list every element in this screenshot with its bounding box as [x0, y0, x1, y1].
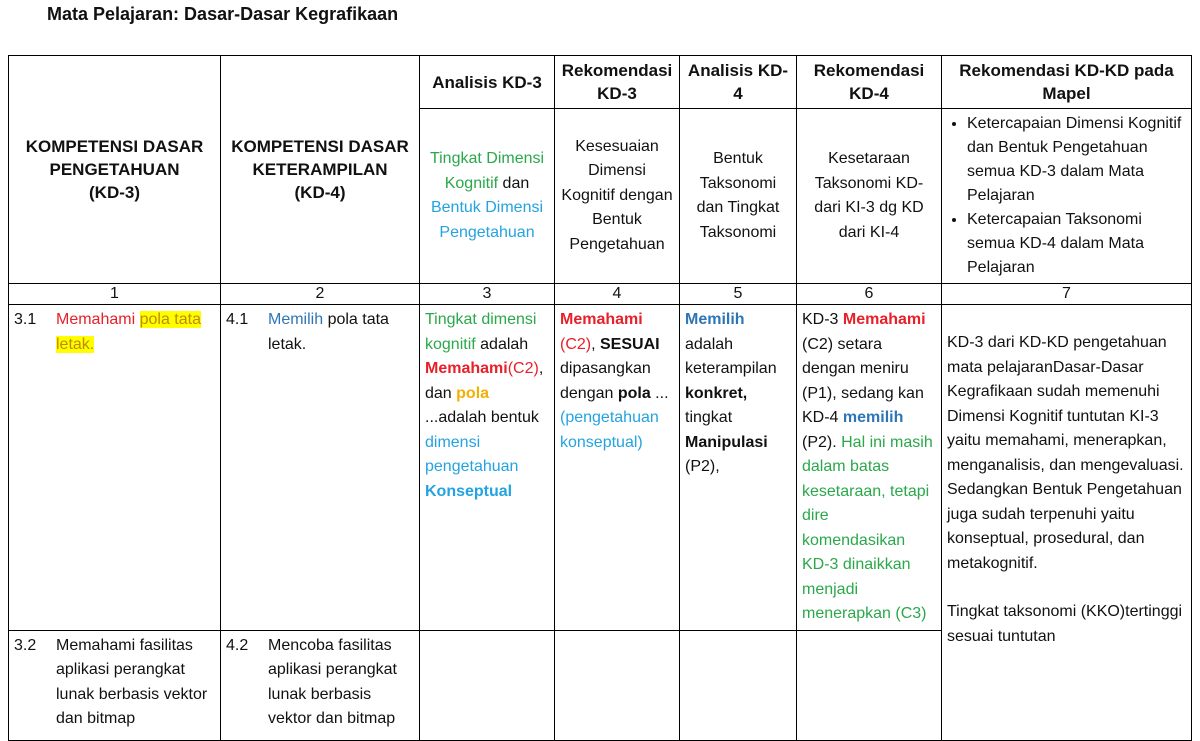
column-number: 1 — [9, 284, 221, 305]
header-kd4: KOMPETENSI DASAR KETERAMPILAN (KD-4) — [221, 56, 420, 284]
header-analisis-kd4: Analisis KD-4 — [680, 56, 797, 109]
bullet-item: • Ketercapaian Dimensi Kognitif dan Bentuk Pengetahuan semua KD-3 dalam Mata Pelajaran — [967, 112, 1186, 208]
summary-paragraph: Tingkat taksonomi (KKO)tertinggi sesuai tuntutan — [947, 603, 1183, 645]
empty-cell — [420, 630, 555, 740]
subheader-ketercapaian — [942, 109, 1192, 284]
header-rekomendasi-kd4: Rekomendasi KD-4 — [797, 56, 942, 109]
kd4-cell: 4.2 Mencoba fasilitas aplikasi perangkat lunak berbasis vektor dan bitmap — [221, 630, 420, 740]
rekomendasi-kd3-cell: Memahami (C2), SESUAI dipasangkan dengan pola ... (pengetahuan konseptual) — [555, 305, 680, 631]
analisis-kd3-cell: Tingkat dimensi kognitif adalah Memahami(C2), dan pola ...adalah bentuk dimensi pengetahuan Konseptual — [420, 305, 555, 631]
kd-number: 3.2 — [14, 636, 37, 654]
column-number: 5 — [680, 284, 797, 305]
header-rekomendasi-kd3: Rekomendasi KD-3 — [555, 56, 680, 109]
column-number: 4 — [555, 284, 680, 305]
kd-number: 3.1 — [14, 311, 37, 328]
subheader-bentuk-taksonomi: Bentuk Taksonomi dan Tingkat Taksonomi — [680, 109, 797, 284]
kd4-cell: 4.1 Memilih pola tata letak. — [221, 305, 420, 631]
column-number-row — [9, 284, 1192, 305]
kd-number: 4.2 — [226, 636, 249, 654]
analysis-table — [8, 55, 1192, 741]
analisis-kd4-cell: Memilih adalah keterampilan konkret, tingkat Manipulasi (P2), — [680, 305, 797, 631]
header-analisis-kd3: Analisis KD-3 — [420, 56, 555, 109]
header-kd3: KOMPETENSI DASAR PENGETAHUAN (KD-3) — [9, 56, 221, 284]
header-rekomendasi-mapel: Rekomendasi KD-KD pada Mapel — [942, 56, 1192, 109]
empty-cell — [797, 630, 942, 740]
kd3-cell: 3.2 Memahami fasilitas aplikasi perangkat lunak berbasis vektor dan bitmap — [9, 630, 221, 740]
subheader-tingkat-dimensi: Tingkat Dimensi Kognitif dan Bentuk Dimensi Pengetahuan — [420, 109, 555, 284]
column-number: 3 — [420, 284, 555, 305]
empty-cell — [555, 630, 680, 740]
column-number: 6 — [797, 284, 942, 305]
table-row — [9, 305, 1192, 631]
page-title: Mata Pelajaran: Dasar-Dasar Kegrafikaan — [47, 4, 399, 24]
rekomendasi-kd4-cell: KD-3 Memahami (C2) setara dengan meniru (P1), sedang kan KD-4 memilih (P2). Hal ini masih dalam batas kesetaraan, tetapi dire komendasikan KD-3 dinaikkan menjadi menerapkan (C3) — [797, 305, 942, 631]
kd3-cell: 3.1 Memahami pola tata letak. — [9, 305, 221, 631]
bullet-item: • Ketercapaian Taksonomi semua KD-4 dalam Mata Pelajaran — [967, 208, 1186, 280]
subheader-kesetaraan: Kesetaraan Taksonomi KD-dari KI-3 dg KD dari KI-4 — [797, 109, 942, 284]
subheader-kesesuaian: Kesesuaian Dimensi Kognitif dengan Bentuk Pengetahuan — [555, 109, 680, 284]
empty-cell — [680, 630, 797, 740]
column-number: 2 — [221, 284, 420, 305]
column-number: 7 — [942, 284, 1192, 305]
summary-paragraph: KD-3 dari KD-KD pengetahuan mata pelajaranDasar-Dasar Kegrafikaan sudah memenuhi Dimensi Kognitif tuntutan KI-3 yaitu memahami, menerapkan, menganalisis, dan mengevaluasi. Sedangkan Bentuk Pengetahuan juga sudah terpenuhi yaitu konseptual, prosedural, dan metakognitif. — [947, 334, 1184, 572]
kd-number: 4.1 — [226, 311, 249, 328]
